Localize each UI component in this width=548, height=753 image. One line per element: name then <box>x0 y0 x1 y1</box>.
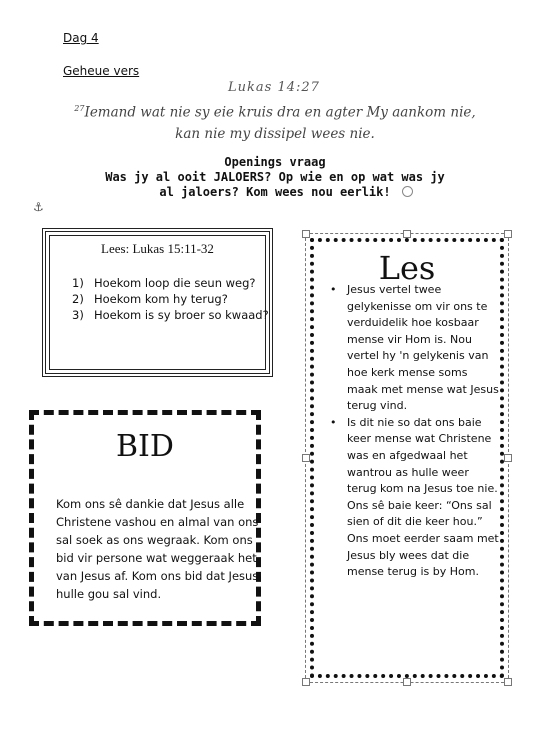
verse-line-2: kan nie my dissipel wees nie. <box>175 125 375 142</box>
resize-handle-icon[interactable] <box>302 230 310 238</box>
opening-line-2: al jaloers? Kom wees nou eerlik! <box>159 185 391 199</box>
prayer-box <box>29 410 261 626</box>
lesson-points <box>330 282 500 581</box>
resize-handle-icon[interactable] <box>504 230 512 238</box>
verse-line-1: Iemand wat nie sy eie kruis dra en agter My aankom nie, <box>84 104 476 121</box>
opening-heading: Openings vraag <box>224 155 326 169</box>
lesson-title: Les <box>378 249 436 287</box>
list-item: • Is dit nie so dat ons baie keer mense wat Christene was en afgedwaal het wantrou as hulle weer terug kom na Jesus toe nie. Ons sê baie keer: “Ons sal sien of dit die keer hou.” Ons moet eerder saam met Jesus bly wees dat die mense terug is by Hom. <box>330 415 499 579</box>
list-item: 1) Hoekom loop die seun weg? <box>72 276 256 290</box>
lesson-box[interactable] <box>310 238 504 678</box>
prayer-title: BID <box>116 429 174 464</box>
memory-verse-heading: Geheue vers <box>63 64 140 78</box>
opening-line-1: Was jy al ooit JALOERS? Op wie en op wat was jy <box>105 170 445 184</box>
resize-handle-icon[interactable] <box>302 678 310 686</box>
rotate-handle-icon[interactable] <box>402 186 413 197</box>
reading-box <box>42 228 273 377</box>
question-list <box>72 275 269 323</box>
prayer-text: Kom ons sê dankie dat Jesus alle Christene vashou en almal van ons sal soek as ons wegraak. Kom ons bid vir persone wat weggeraak het van Jesus af. Kom ons bid dat Jesus hulle gou sal vind. <box>56 497 259 601</box>
list-item: 3) Hoekom is sy broer so kwaad? <box>72 308 269 322</box>
memory-verse <box>40 98 510 145</box>
day-label: Dag 4 <box>63 31 99 45</box>
resize-handle-icon[interactable] <box>302 454 310 462</box>
resize-handle-icon[interactable] <box>504 678 512 686</box>
resize-handle-icon[interactable] <box>403 678 411 686</box>
list-item: • Jesus vertel twee gelykenisse om vir ons te verduidelik hoe kosbaar mense vir Hom is. Nou vertel hy 'n gelykenis van hoe kerk mense soms maak met mense wat Jesus terug vind. <box>330 283 499 413</box>
list-item: 2) Hoekom kom hy terug? <box>72 292 228 306</box>
opening-question <box>50 155 500 200</box>
resize-handle-icon[interactable] <box>403 230 411 238</box>
reading-title: Lees: Lukas 15:11-32 <box>101 241 214 256</box>
anchor-icon[interactable]: ⚓ <box>33 200 44 214</box>
verse-number: 27 <box>74 104 85 113</box>
verse-reference: Lukas 14:27 <box>228 80 320 95</box>
resize-handle-icon[interactable] <box>504 454 512 462</box>
